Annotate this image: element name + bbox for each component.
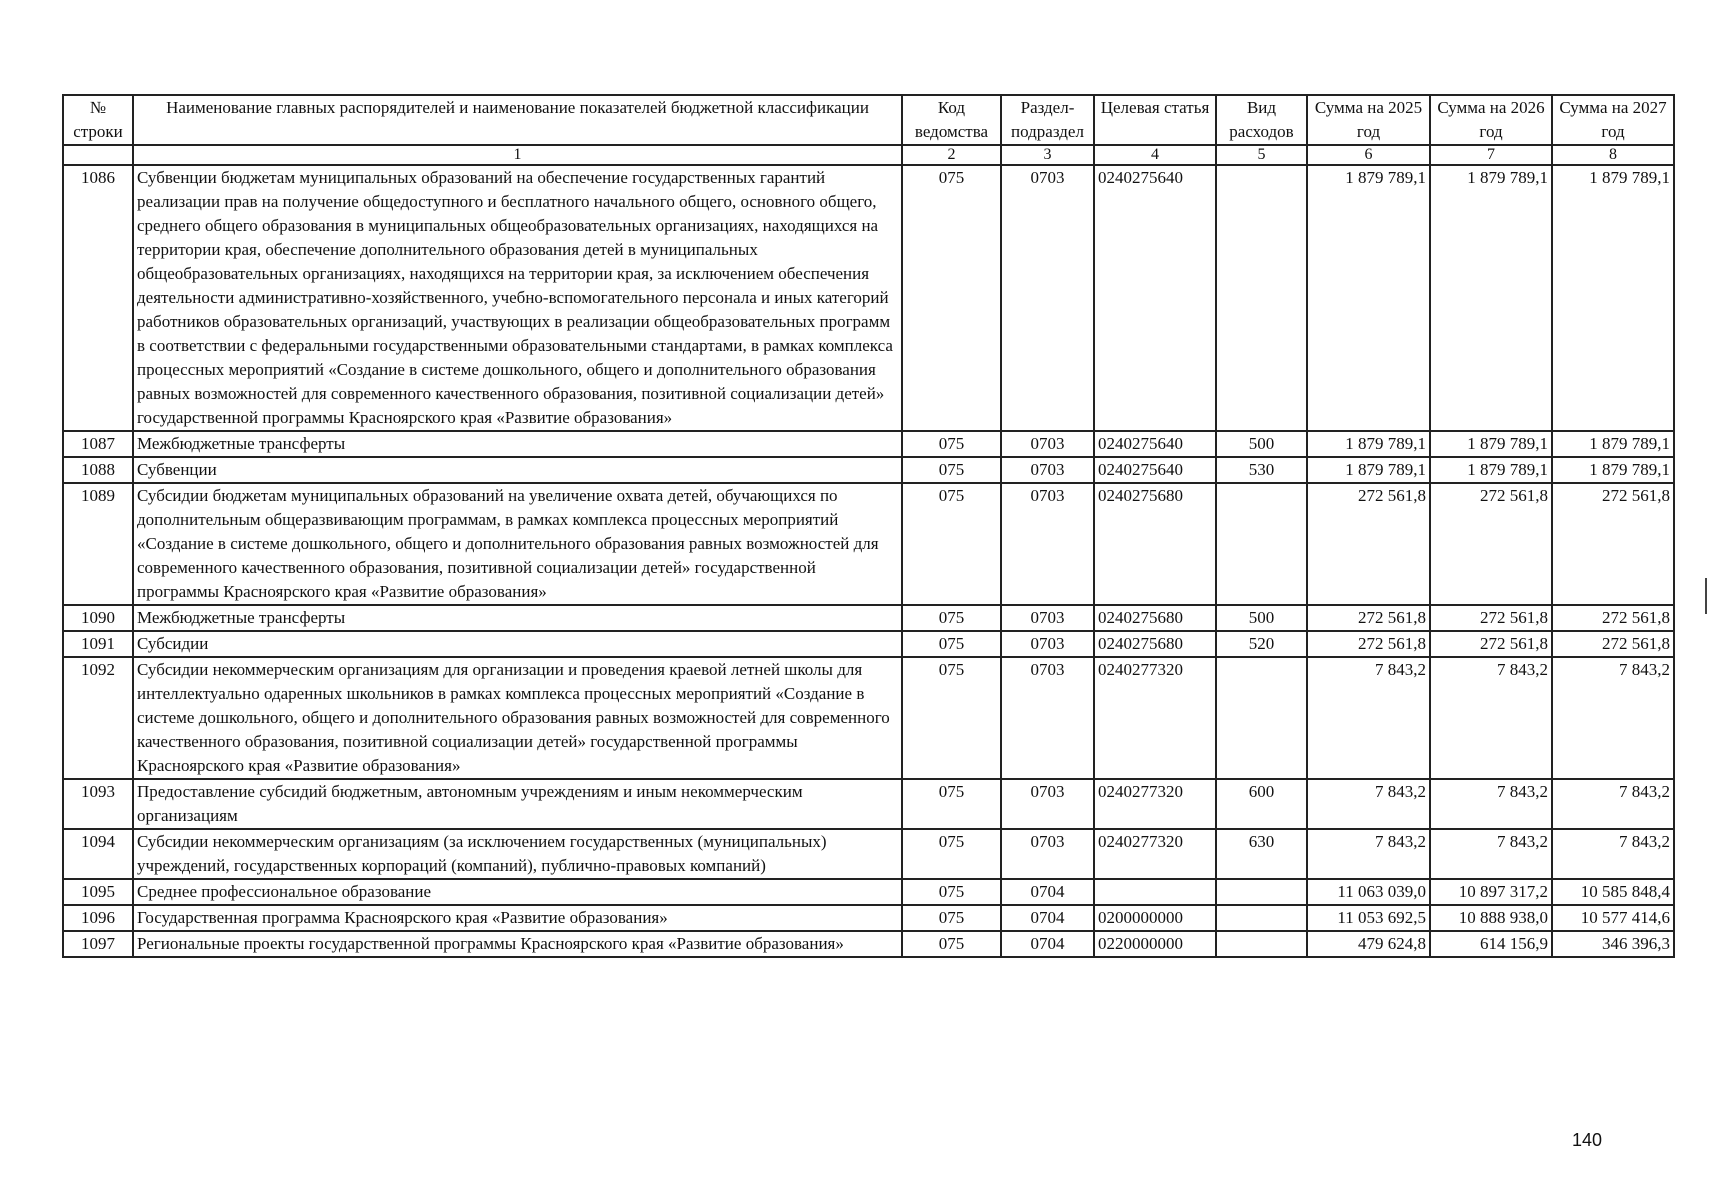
column-number-blank xyxy=(63,145,133,165)
row-sum-2025: 1 879 789,1 xyxy=(1307,457,1430,483)
row-number: 1097 xyxy=(63,931,133,957)
table-row xyxy=(63,779,1674,829)
row-sum-2026: 1 879 789,1 xyxy=(1430,165,1552,431)
table-row xyxy=(63,457,1674,483)
row-dept-code: 075 xyxy=(902,631,1001,657)
row-sum-2026: 272 561,8 xyxy=(1430,631,1552,657)
row-target xyxy=(1094,879,1216,905)
row-sum-2027: 346 396,3 xyxy=(1552,931,1674,957)
row-target: 0220000000 xyxy=(1094,931,1216,957)
header-dept-code: Код ведомства xyxy=(902,95,1001,145)
table-row xyxy=(63,657,1674,779)
column-number: 7 xyxy=(1430,145,1552,165)
table-body xyxy=(63,165,1674,957)
column-number: 1 xyxy=(133,145,902,165)
row-target: 0240275640 xyxy=(1094,165,1216,431)
row-number: 1086 xyxy=(63,165,133,431)
row-target: 0240277320 xyxy=(1094,829,1216,879)
header-sum-2025: Сумма на 2025 год xyxy=(1307,95,1430,145)
row-target: 0240277320 xyxy=(1094,779,1216,829)
column-number: 6 xyxy=(1307,145,1430,165)
row-section: 0704 xyxy=(1001,905,1094,931)
row-name: Субвенции бюджетам муниципальных образований на обеспечение государственных гарантий реализации прав на получение общедоступного и бесплатного начального общего, основного общего, среднего общего образования в муниципальных общеобразовательных организациях, находящихся на территории края, обеспечение дополнительного образования детей в муниципальных общеобразовательных организациях, находящихся на территории края, за исключением обеспечения деятельности административно-хозяйственного, учебно-вспомогательного персонала и иных категорий работников образовательных организаций, участвующих в реализации общеобразовательных программ в соответствии с федеральными государственными образовательными стандартами, в рамках комплекса процессных мероприятий «Создание в системе дошкольного, общего и дополнительного образования равных возможностей для современного качественного образования, позитивной социализации детей» государственной программы Красноярского края «Развитие образования» xyxy=(133,165,902,431)
column-number-row xyxy=(63,145,1674,165)
row-sum-2027: 7 843,2 xyxy=(1552,829,1674,879)
row-sum-2025: 11 063 039,0 xyxy=(1307,879,1430,905)
row-sum-2027: 1 879 789,1 xyxy=(1552,165,1674,431)
row-sum-2026: 7 843,2 xyxy=(1430,657,1552,779)
header-row-no: № строки xyxy=(63,95,133,145)
row-sum-2027: 7 843,2 xyxy=(1552,779,1674,829)
row-sum-2026: 1 879 789,1 xyxy=(1430,431,1552,457)
row-dept-code: 075 xyxy=(902,457,1001,483)
row-name: Предоставление субсидий бюджетным, автономным учреждениям и иным некоммерческим организациям xyxy=(133,779,902,829)
row-section: 0703 xyxy=(1001,457,1094,483)
row-dept-code: 075 xyxy=(902,657,1001,779)
row-sum-2027: 272 561,8 xyxy=(1552,483,1674,605)
row-exp-type: 600 xyxy=(1216,779,1307,829)
row-exp-type: 630 xyxy=(1216,829,1307,879)
row-exp-type: 500 xyxy=(1216,431,1307,457)
row-dept-code: 075 xyxy=(902,905,1001,931)
row-target: 0200000000 xyxy=(1094,905,1216,931)
row-name: Субвенции xyxy=(133,457,902,483)
row-sum-2026: 10 897 317,2 xyxy=(1430,879,1552,905)
row-name: Государственная программа Красноярского края «Развитие образования» xyxy=(133,905,902,931)
row-sum-2027: 10 577 414,6 xyxy=(1552,905,1674,931)
row-sum-2025: 479 624,8 xyxy=(1307,931,1430,957)
table-row xyxy=(63,605,1674,631)
row-exp-type xyxy=(1216,165,1307,431)
row-section: 0704 xyxy=(1001,931,1094,957)
row-number: 1096 xyxy=(63,905,133,931)
header-exp-type: Вид расходов xyxy=(1216,95,1307,145)
row-sum-2027: 1 879 789,1 xyxy=(1552,431,1674,457)
table-row xyxy=(63,905,1674,931)
row-target: 0240275680 xyxy=(1094,483,1216,605)
row-name: Межбюджетные трансферты xyxy=(133,605,902,631)
header-sum-2027: Сумма на 2027 год xyxy=(1552,95,1674,145)
header-sum-2026: Сумма на 2026 год xyxy=(1430,95,1552,145)
row-dept-code: 075 xyxy=(902,483,1001,605)
row-section: 0703 xyxy=(1001,829,1094,879)
table-row xyxy=(63,431,1674,457)
table-row xyxy=(63,165,1674,431)
row-exp-type xyxy=(1216,931,1307,957)
row-section: 0703 xyxy=(1001,657,1094,779)
row-sum-2025: 272 561,8 xyxy=(1307,605,1430,631)
row-sum-2027: 7 843,2 xyxy=(1552,657,1674,779)
row-section: 0703 xyxy=(1001,165,1094,431)
row-name: Субсидии xyxy=(133,631,902,657)
row-number: 1090 xyxy=(63,605,133,631)
row-sum-2026: 7 843,2 xyxy=(1430,779,1552,829)
row-name: Региональные проекты государственной программы Красноярского края «Развитие образования» xyxy=(133,931,902,957)
row-sum-2026: 7 843,2 xyxy=(1430,829,1552,879)
row-dept-code: 075 xyxy=(902,931,1001,957)
row-target: 0240277320 xyxy=(1094,657,1216,779)
budget-table xyxy=(62,94,1675,958)
row-sum-2026: 272 561,8 xyxy=(1430,605,1552,631)
row-sum-2026: 272 561,8 xyxy=(1430,483,1552,605)
row-section: 0704 xyxy=(1001,879,1094,905)
row-exp-type xyxy=(1216,483,1307,605)
row-number: 1093 xyxy=(63,779,133,829)
row-sum-2027: 1 879 789,1 xyxy=(1552,457,1674,483)
row-dept-code: 075 xyxy=(902,829,1001,879)
row-section: 0703 xyxy=(1001,483,1094,605)
row-number: 1095 xyxy=(63,879,133,905)
header-name: Наименование главных распорядителей и наименование показателей бюджетной классификации xyxy=(133,95,902,145)
column-number: 3 xyxy=(1001,145,1094,165)
row-name: Субсидии некоммерческим организациям для организации и проведения краевой летней школы для интеллектуально одаренных школьников в рамках комплекса процессных мероприятий «Создание в системе дошкольного, общего и дополнительного образования равных возможностей для современного качественного образования, позитивной социализации детей» государственной программы Красноярского края «Развитие образования» xyxy=(133,657,902,779)
column-number: 8 xyxy=(1552,145,1674,165)
row-name: Межбюджетные трансферты xyxy=(133,431,902,457)
row-sum-2026: 10 888 938,0 xyxy=(1430,905,1552,931)
row-number: 1087 xyxy=(63,431,133,457)
row-sum-2025: 7 843,2 xyxy=(1307,829,1430,879)
row-section: 0703 xyxy=(1001,779,1094,829)
row-sum-2027: 272 561,8 xyxy=(1552,605,1674,631)
table-row xyxy=(63,483,1674,605)
row-sum-2026: 1 879 789,1 xyxy=(1430,457,1552,483)
row-sum-2025: 1 879 789,1 xyxy=(1307,165,1430,431)
row-sum-2025: 7 843,2 xyxy=(1307,657,1430,779)
row-number: 1089 xyxy=(63,483,133,605)
row-number: 1091 xyxy=(63,631,133,657)
scan-edge-mark xyxy=(1705,578,1707,614)
row-sum-2025: 272 561,8 xyxy=(1307,631,1430,657)
row-exp-type: 530 xyxy=(1216,457,1307,483)
row-target: 0240275640 xyxy=(1094,457,1216,483)
row-sum-2025: 1 879 789,1 xyxy=(1307,431,1430,457)
row-exp-type xyxy=(1216,879,1307,905)
page-number: 140 xyxy=(1572,1130,1603,1150)
row-exp-type: 500 xyxy=(1216,605,1307,631)
row-dept-code: 075 xyxy=(902,605,1001,631)
table-row xyxy=(63,931,1674,957)
row-target: 0240275680 xyxy=(1094,631,1216,657)
row-dept-code: 075 xyxy=(902,779,1001,829)
row-number: 1088 xyxy=(63,457,133,483)
column-number: 2 xyxy=(902,145,1001,165)
row-dept-code: 075 xyxy=(902,431,1001,457)
row-section: 0703 xyxy=(1001,431,1094,457)
table-row xyxy=(63,879,1674,905)
row-sum-2025: 11 053 692,5 xyxy=(1307,905,1430,931)
row-sum-2025: 272 561,8 xyxy=(1307,483,1430,605)
row-name: Субсидии бюджетам муниципальных образований на увеличение охвата детей, обучающихся по дополнительным общеразвивающим программам, в рамках комплекса процессных мероприятий «Создание в системе дошкольного, общего и дополнительного образования равных возможностей для современного качественного образования, позитивной социализации детей» государственной программы Красноярского края «Развитие образования» xyxy=(133,483,902,605)
row-sum-2026: 614 156,9 xyxy=(1430,931,1552,957)
row-name: Субсидии некоммерческим организациям (за исключением государственных (муниципальных) учреждений, государственных корпораций (компаний), публично-правовых компаний) xyxy=(133,829,902,879)
table-row xyxy=(63,631,1674,657)
row-name: Среднее профессиональное образование xyxy=(133,879,902,905)
header-section: Раздел-подраздел xyxy=(1001,95,1094,145)
table-row xyxy=(63,829,1674,879)
table-header xyxy=(63,95,1674,165)
row-exp-type xyxy=(1216,905,1307,931)
row-sum-2025: 7 843,2 xyxy=(1307,779,1430,829)
row-number: 1092 xyxy=(63,657,133,779)
row-sum-2027: 272 561,8 xyxy=(1552,631,1674,657)
row-target: 0240275640 xyxy=(1094,431,1216,457)
row-exp-type xyxy=(1216,657,1307,779)
row-section: 0703 xyxy=(1001,605,1094,631)
row-dept-code: 075 xyxy=(902,165,1001,431)
row-exp-type: 520 xyxy=(1216,631,1307,657)
row-number: 1094 xyxy=(63,829,133,879)
column-number: 5 xyxy=(1216,145,1307,165)
row-section: 0703 xyxy=(1001,631,1094,657)
row-target: 0240275680 xyxy=(1094,605,1216,631)
header-target: Целевая статья xyxy=(1094,95,1216,145)
row-sum-2027: 10 585 848,4 xyxy=(1552,879,1674,905)
row-dept-code: 075 xyxy=(902,879,1001,905)
column-number: 4 xyxy=(1094,145,1216,165)
